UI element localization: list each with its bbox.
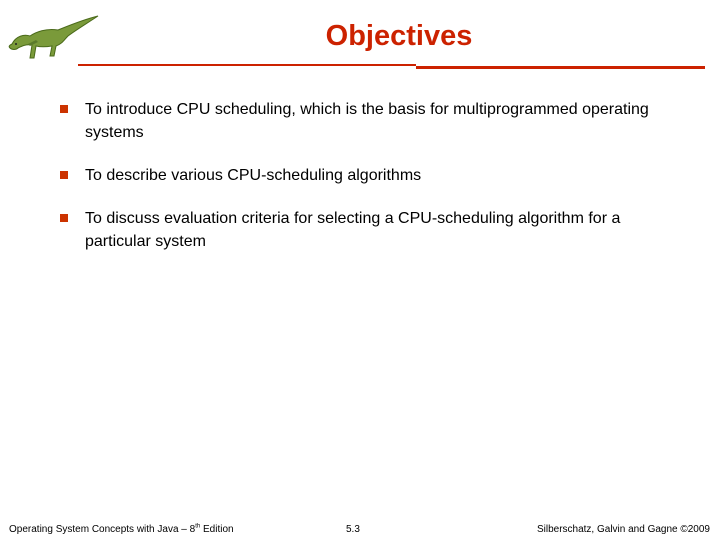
- bullet-text: To discuss evaluation criteria for selecting a CPU-scheduling algorithm for a particular system: [85, 210, 621, 250]
- bullet-item: [60, 207, 680, 253]
- footer-authors: Silberschatz, Galvin and Gagne ©2009: [536, 524, 710, 535]
- square-bullet-icon: [60, 214, 68, 222]
- footer-page-number: 5.3: [346, 524, 360, 535]
- square-bullet-icon: [60, 105, 68, 113]
- square-bullet-icon: [60, 171, 68, 179]
- footer-book-title: Operating System Concepts with Java – 8th Edition: [9, 523, 234, 535]
- bullet-item: [60, 98, 680, 144]
- slide-title: Objectives: [325, 20, 473, 52]
- bullet-item: [60, 164, 680, 187]
- bullet-list: [60, 98, 680, 273]
- bullet-text: To introduce CPU scheduling, which is the basis for multiprogrammed operating systems: [85, 101, 649, 141]
- title-underline-right: [416, 66, 705, 69]
- title-underline-left: [78, 64, 416, 66]
- bullet-text: To describe various CPU-scheduling algorithms: [85, 167, 422, 184]
